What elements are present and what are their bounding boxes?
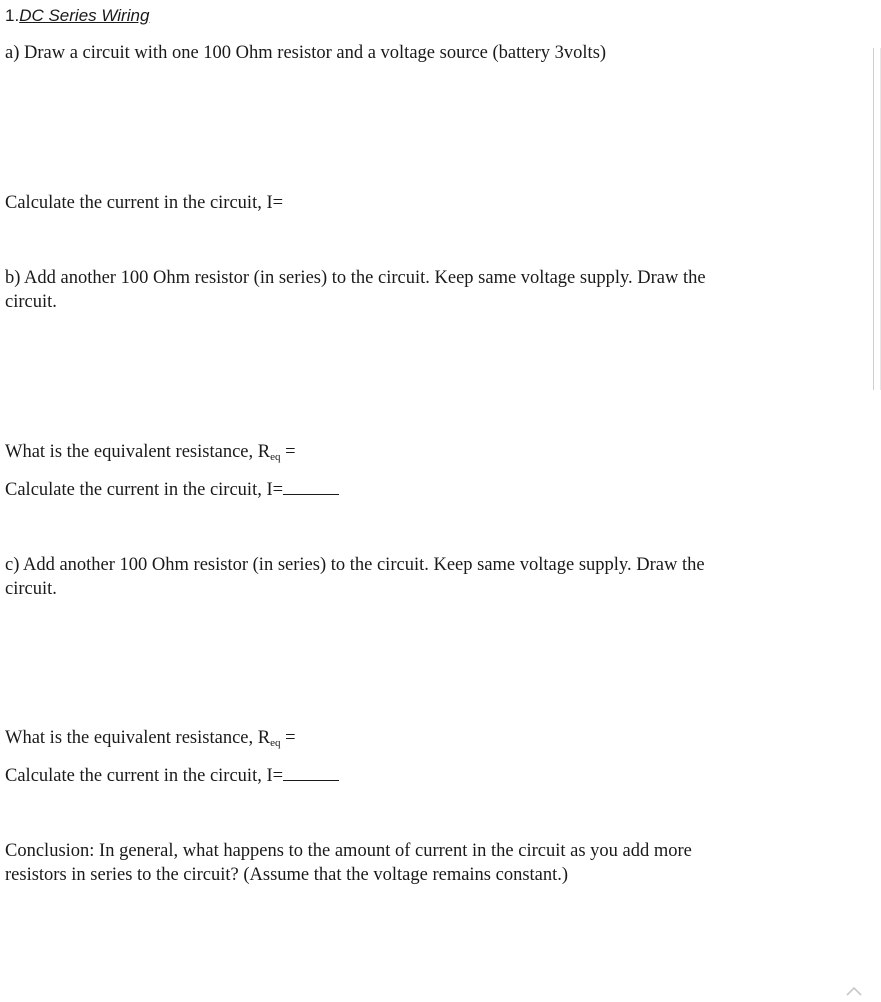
part-b-prompt-line1: b) Add another 100 Ohm resistor (in series) to the circuit. Keep same voltage supply. Draw the <box>5 268 706 288</box>
scrollbar[interactable] <box>873 48 881 390</box>
req-label: What is the equivalent resistance, R <box>5 728 271 748</box>
title-text: DC Series Wiring <box>19 6 150 25</box>
req-subscript: eq <box>270 451 281 463</box>
current-label: Calculate the current in the circuit, I= <box>5 480 284 500</box>
req-equals: = <box>280 442 296 462</box>
part-c-current-question <box>5 764 339 788</box>
part-a-prompt: a) Draw a circuit with one 100 Ohm resistor and a voltage source (battery 3volts) <box>5 43 607 63</box>
current-label: Calculate the current in the circuit, I= <box>5 766 284 786</box>
answer-blank <box>283 764 339 781</box>
conclusion-line1: Conclusion: In general, what happens to the amount of current in the circuit as you add more <box>5 841 692 861</box>
chevron-up-icon[interactable] <box>845 984 863 998</box>
part-c-prompt-line2: circuit. <box>5 579 57 599</box>
title-number: 1. <box>5 6 20 25</box>
part-a-current-question: Calculate the current in the circuit, I= <box>5 193 284 213</box>
req-subscript: eq <box>270 737 281 749</box>
part-b-prompt-line2: circuit. <box>5 292 57 312</box>
part-c-prompt-line1: c) Add another 100 Ohm resistor (in series) to the circuit. Keep same voltage supply. Draw the <box>5 555 705 575</box>
part-b-current-question <box>5 478 339 502</box>
req-equals: = <box>280 728 296 748</box>
conclusion-line2: resistors in series to the circuit? (Assume that the voltage remains constant.) <box>5 865 569 885</box>
part-b-req-question <box>5 440 296 469</box>
part-c-req-question <box>5 726 296 755</box>
req-label: What is the equivalent resistance, R <box>5 442 271 462</box>
answer-blank <box>283 478 339 495</box>
page-title <box>5 4 149 28</box>
